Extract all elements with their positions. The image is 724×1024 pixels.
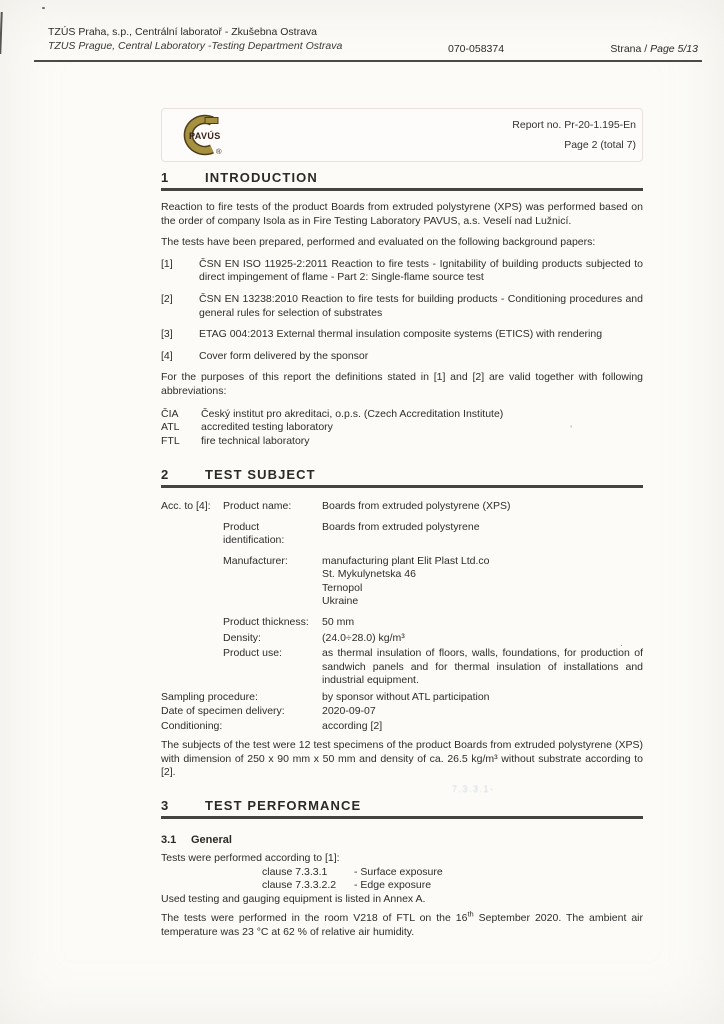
intro-paragraph-2: The tests have been prepared, performed and evaluated on the following background papers: bbox=[161, 236, 596, 249]
abbreviation-item bbox=[161, 408, 643, 422]
section-heading-test-subject bbox=[161, 467, 643, 488]
field-label: Product thickness: bbox=[223, 616, 309, 629]
pavus-logo-icon bbox=[168, 112, 238, 158]
manufacturer-line: Ternopol bbox=[322, 581, 363, 594]
subject-row-manufacturer bbox=[161, 555, 643, 609]
subject-row-product-name bbox=[161, 500, 643, 514]
section-title: TEST PERFORMANCE bbox=[205, 798, 362, 814]
field-value: by sponsor without ATL participation bbox=[322, 691, 490, 704]
subsection-heading-general bbox=[161, 834, 643, 846]
field-value: Boards from extruded polystyrene (XPS) bbox=[322, 499, 511, 512]
organization-name-czech: TZÚS Praha, s.p., Centrální laboratoř - Zkušebna Ostrava bbox=[48, 26, 318, 38]
pavus-logo-text: PAVÚS bbox=[189, 131, 221, 141]
reference-item bbox=[161, 350, 643, 364]
field-label: Conditioning: bbox=[161, 719, 223, 732]
stray-mark-artifact: ’ bbox=[570, 424, 572, 434]
registered-trademark-symbol: ® bbox=[216, 147, 222, 156]
report-meta bbox=[512, 115, 636, 155]
field-label: Density: bbox=[223, 631, 261, 644]
performance-paragraph-2: Used testing and gauging equipment is listed in Annex A. bbox=[161, 892, 426, 905]
page-indicator-czech: Strana / bbox=[610, 43, 651, 55]
abbreviation-key: FTL bbox=[161, 435, 180, 448]
intro-paragraph-1: Reaction to fire tests of the product Boards from extruded polystyrene (XPS) was performed based on the order of company Isola as in Fire Testing Laboratory PAVUS, a.s. Veselí nad Lužnicí. bbox=[161, 201, 643, 227]
performance-paragraph-3-part2: September 2020. The ambient air temperature was 23 °C at 62 % of relative air humidity. bbox=[161, 912, 643, 939]
organization-name-english: TZUS Prague, Central Laboratory -Testing Department Ostrava bbox=[48, 40, 343, 52]
section-title: INTRODUCTION bbox=[205, 170, 318, 185]
subject-row-density bbox=[161, 632, 643, 646]
scan-dot-artifact bbox=[42, 7, 45, 9]
test-subject-summary: The subjects of the test were 12 test specimens of the product Boards from extruded polystyrene (XPS) with dimension of 250 x 90 mm x 50 mm and density of ca. 26.5 kg/m³ without substrate according to [2]. bbox=[161, 739, 643, 779]
report-identification-strip bbox=[161, 108, 643, 162]
reference-text: ETAG 004:2013 External thermal insulation composite systems (ETICS) with rendering bbox=[199, 328, 603, 341]
section-number: 2 bbox=[161, 466, 170, 482]
subject-row-conditioning bbox=[161, 719, 643, 733]
clause-item bbox=[262, 879, 643, 893]
clause-reference: clause 7.3.3.2.2 bbox=[262, 879, 337, 892]
page-indicator-english: Page 5/13 bbox=[650, 43, 698, 55]
field-label: Product use: bbox=[223, 647, 282, 660]
reference-text: ČSN EN 13238:2010 Reaction to fire tests for building products - Conditioning procedures and general rules for selection of substrates bbox=[199, 292, 643, 319]
subject-row-product-thickness bbox=[161, 616, 643, 630]
manufacturer-line: manufacturing plant Elit Plast Ltd.co bbox=[322, 554, 490, 567]
subsection-number: 3.1 bbox=[161, 834, 177, 847]
pavus-logo bbox=[168, 112, 238, 163]
abbreviation-meaning: accredited testing laboratory bbox=[201, 421, 333, 434]
ordinal-suffix: th bbox=[467, 909, 474, 919]
reference-number: [4] bbox=[161, 349, 173, 362]
clause-reference: clause 7.3.3.1 bbox=[262, 865, 328, 878]
section-heading-test-performance bbox=[161, 798, 643, 819]
header-rule bbox=[34, 60, 702, 62]
subject-row-sampling-procedure bbox=[161, 690, 643, 704]
abbreviation-item bbox=[161, 435, 643, 449]
reference-number: [1] bbox=[161, 257, 173, 270]
reference-number: [3] bbox=[161, 328, 173, 341]
document-number: 070-058374 bbox=[448, 43, 505, 55]
report-page-number: Page 2 (total 7) bbox=[564, 139, 636, 151]
page-indicator bbox=[610, 42, 698, 56]
manufacturer-line: Ukraine bbox=[322, 595, 359, 608]
manufacturer-line: St. Mykulynetska 46 bbox=[322, 568, 416, 581]
reference-text: ČSN EN ISO 11925-2:2011 Reaction to fire tests - Ignitability of building products subjected to direct impingement of flame - Part 2: Single-flame source test bbox=[199, 257, 643, 284]
reference-item bbox=[161, 328, 643, 342]
subsection-title: General bbox=[191, 834, 232, 847]
stray-mark-artifact: · bbox=[620, 640, 623, 650]
section-title: TEST SUBJECT bbox=[205, 466, 316, 482]
performance-paragraph-1: Tests were performed according to [1]: bbox=[161, 852, 340, 865]
field-value: 2020-09-07 bbox=[322, 705, 376, 718]
abbreviation-meaning: fire technical laboratory bbox=[201, 435, 310, 448]
performance-paragraph-3-part1: The tests were performed in the room V218 of FTL on the 16 bbox=[161, 912, 468, 925]
field-value: as thermal insulation of floors, walls, foundations, for production of sandwich panels and for thermal insulation of installations and industrial equipment. bbox=[322, 647, 643, 687]
clause-description: - Edge exposure bbox=[354, 879, 432, 892]
reference-item bbox=[161, 258, 643, 285]
intro-paragraph-3: For the purposes of this report the definitions stated in [1] and [2] are valid together with following abbreviations: bbox=[161, 371, 643, 397]
section-heading-introduction bbox=[161, 170, 643, 191]
section-number: 3 bbox=[161, 798, 170, 814]
field-value: Boards from extruded polystyrene bbox=[322, 520, 480, 533]
field-label: Product name: bbox=[223, 499, 292, 512]
field-label: Date of specimen delivery: bbox=[161, 705, 285, 718]
acc-to-label: Acc. to [4]: bbox=[161, 499, 211, 512]
ink-bleed-through-artifact: 7.3.3.1- bbox=[452, 784, 495, 794]
document-content bbox=[161, 108, 643, 940]
field-label: Manufacturer: bbox=[223, 554, 288, 567]
reference-text: Cover form delivered by the sponsor bbox=[199, 349, 369, 362]
report-number: Report no. Pr-20-1.195-En bbox=[512, 119, 636, 131]
section-number: 1 bbox=[161, 170, 170, 185]
subject-row-product-identification bbox=[161, 521, 643, 548]
field-value: (24.0÷28.0) kg/m³ bbox=[322, 631, 405, 644]
field-label: Product identification: bbox=[223, 520, 285, 547]
clause-description: - Surface exposure bbox=[354, 865, 443, 878]
reference-item bbox=[161, 293, 643, 320]
test-subject-details bbox=[161, 500, 643, 733]
field-value: according [2] bbox=[322, 719, 383, 732]
abbreviation-meaning: Český institut pro akreditaci, o.p.s. (Czech Accreditation Institute) bbox=[201, 407, 504, 420]
field-label: Sampling procedure: bbox=[161, 691, 258, 704]
abbreviation-key: ČIA bbox=[161, 407, 179, 420]
field-value: 50 mm bbox=[322, 616, 355, 629]
performance-paragraph-3 bbox=[161, 909, 643, 939]
abbreviation-key: ATL bbox=[161, 421, 180, 434]
reference-number: [2] bbox=[161, 292, 173, 305]
running-header bbox=[0, 0, 724, 64]
subject-row-specimen-delivery-date bbox=[161, 704, 643, 718]
field-value bbox=[322, 555, 643, 609]
subject-row-product-use bbox=[161, 647, 643, 688]
clause-item bbox=[262, 866, 643, 880]
organization-name bbox=[48, 25, 342, 53]
